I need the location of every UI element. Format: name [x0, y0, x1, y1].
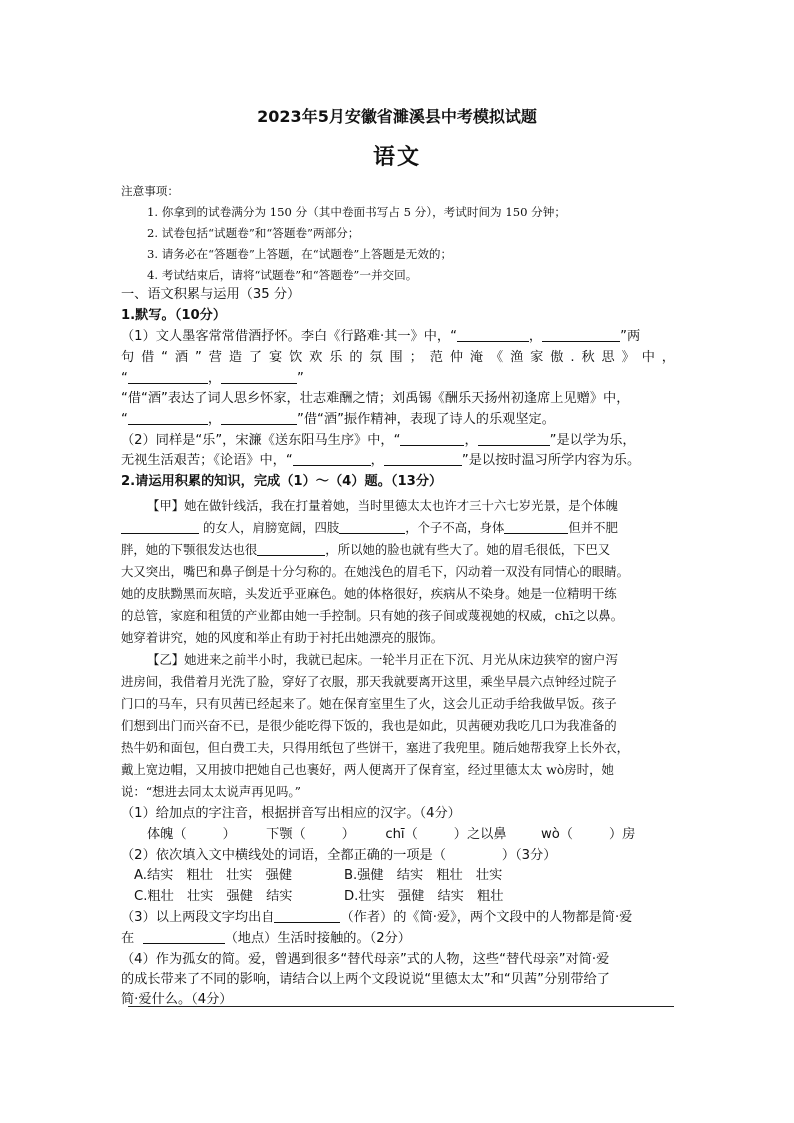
q1-p2-text-b: ”是以学为乐， — [549, 433, 636, 448]
passage-text: 但并不肥 — [568, 520, 618, 535]
q1-p1-text-a: （1）文人墨客常常借酒抒怀。李白《行路难·其一》中，“ — [121, 329, 457, 344]
passage-text: 的女人，肩膀宽阔，四肢 — [202, 520, 340, 535]
separator: ， — [464, 433, 478, 448]
q2-sub3-line1 — [121, 908, 632, 928]
answer-blank[interactable] — [542, 327, 620, 342]
answer-blank[interactable] — [221, 410, 297, 425]
passage-yi-line: 门口的马车，只有贝茜已经起来了。她在保育室里生了火，这会儿正动手给我做早饭。孩子 — [121, 696, 617, 711]
separator: ， — [528, 329, 543, 344]
q1-p1-text-b: ”两 — [620, 329, 641, 344]
passage-yi-line: 【乙】她进来之前半小时，我就已起床。一轮半月正在下沉、月光从床边狭窄的窗户泻 — [147, 652, 618, 667]
q1-p1-line1 — [121, 327, 640, 347]
question-text: （2）依次填入文中横线处的词语，全都正确的一项是（ — [121, 848, 446, 863]
question-text: ）（3分） — [501, 848, 557, 863]
item-label: 下颚（ — [266, 827, 306, 842]
section-heading: 一、语文积累与运用（35 分） — [121, 287, 301, 302]
passage-text: ，所以她的脸也就有些大了。她的眉毛很低，下巴又 — [325, 542, 611, 557]
answer-blank[interactable] — [400, 431, 464, 446]
q1-p1-line5 — [121, 410, 555, 430]
answer-blank[interactable] — [478, 431, 550, 446]
passage-jia-line — [121, 540, 610, 560]
passage-yi-line: 进房间，我借着月光洗了脸，穿好了衣服，那天我就要离开这里，乘坐早晨六点钟经过院子 — [121, 674, 617, 689]
answer-blank[interactable] — [128, 369, 208, 384]
subject-title: 语文 — [372, 145, 421, 170]
option-c[interactable]: C.粗壮 壮实 强健 结实 — [134, 889, 293, 904]
q2-title: 2.请运用积累的知识，完成（1）～（4）题。（13分） — [121, 474, 443, 489]
item-label: ） — [222, 827, 236, 842]
q1-p1-line3 — [121, 369, 304, 389]
answer-blank[interactable] — [457, 327, 529, 342]
separator: ， — [207, 412, 222, 427]
option-d[interactable]: D.壮实 强健 结实 粗壮 — [344, 889, 504, 904]
quote-open: “ — [121, 371, 128, 386]
q2-sub1-items — [147, 825, 635, 845]
quote-close: ” — [297, 371, 304, 386]
passage-jia-line — [121, 518, 618, 538]
item-label: 体魄（ — [147, 827, 187, 842]
answer-blank[interactable] — [143, 929, 225, 944]
q1-title: 1.默写。（10分） — [121, 308, 227, 323]
answer-line[interactable] — [128, 1006, 674, 1007]
notes-heading: 注意事项： — [121, 184, 179, 198]
answer-blank[interactable] — [257, 541, 325, 556]
q2-sub4-line: 简·爱什么。（4分） — [121, 992, 233, 1007]
item-label: ）之以鼻 — [453, 827, 507, 842]
answer-blank[interactable] — [293, 451, 371, 466]
q1-p2-text-a: 无视生活艰苦；《论语》中，“ — [121, 453, 293, 468]
passage-yi-line: 戴上宽边帽，又用披巾把她自己也裹好，两人便离开了保育室，经过里德太太 wò房时，她 — [121, 762, 614, 777]
q1-p1-line4: “借“酒”表达了词人思乡怀家，壮志难酬之情；刘禹锡《酬乐天扬州初逢席上见赠》中， — [121, 391, 630, 406]
note-item-1: 1. 你拿到的试卷满分为 150 分（其中卷面书写占 5 分），考试时间为 150 分钟； — [147, 205, 566, 219]
q1-p2-text-a: （2）同样是“乐”，宋濂《送东阳马生序》中，“ — [121, 433, 401, 448]
passage-yi-line: 说：“想进去同太太说声再见吗。” — [121, 784, 301, 799]
answer-blank[interactable] — [128, 410, 208, 425]
q2-sub2-options-row1 — [134, 866, 502, 886]
item-label: ）房 — [608, 827, 636, 842]
item-label: ） — [341, 827, 355, 842]
q1-p1-text-b: ”借“酒”振作精神，表现了诗人的乐观坚定。 — [297, 412, 555, 427]
question-text: （作者）的《简·爱》，两个文段中的人物都是简·爱 — [340, 910, 633, 925]
answer-blank[interactable] — [274, 908, 340, 923]
question-text: （3）以上两段文字均出自 — [121, 910, 275, 925]
option-a[interactable]: A.结实 粗壮 壮实 强健 — [134, 868, 293, 883]
answer-blank[interactable] — [504, 519, 568, 534]
passage-jia-line: 她穿着讲究，她的风度和举止有助于衬托出她漂亮的服饰。 — [121, 630, 444, 645]
q2-sub4-line: （4）作为孤女的简。爱，曾遇到很多“替代母亲”式的人物，这些“替代母亲”对简·爱 — [121, 952, 610, 967]
question-text: 在 — [121, 931, 135, 946]
separator: ， — [370, 453, 384, 468]
passage-jia-line: 的总管，家庭和租赁的产业都由她一手控制。只有她的孩子间或蔑视她的权威，chī之以鼻。 — [121, 608, 624, 623]
passage-yi-line: 们想到出门而兴奋不已，是很少能吃得下饭的，我也是如此，贝茜硬劝我吃几口为我准备的 — [121, 718, 617, 733]
note-item-2: 2. 试卷包括“试题卷”和“答题卷”两部分； — [147, 226, 360, 240]
item-label: wò（ — [540, 827, 573, 842]
option-b[interactable]: B.强健 结实 粗壮 壮实 — [344, 868, 503, 883]
q1-p2-line1 — [121, 431, 636, 451]
q2-sub1-text: （1）给加点的字注音，根据拼音写出相应的汉字。（4分） — [121, 806, 461, 821]
answer-blank[interactable] — [121, 519, 199, 534]
passage-jia-line: 她的皮肤黝黑而灰暗，头发近乎亚麻色。她的体格很好，疾病从不染身。她是一位精明干练 — [121, 586, 617, 601]
question-text: （地点）生活时接触的。（2分） — [224, 931, 411, 946]
note-item-4: 4. 考试结束后，请将“试题卷”和“答题卷”一并交回。 — [147, 268, 418, 282]
q2-sub2-options-row2 — [134, 887, 503, 907]
exam-title: 2023年5月安徽省濉溪县中考模拟试题 — [257, 107, 537, 126]
answer-blank[interactable] — [339, 519, 405, 534]
passage-yi-line: 热牛奶和面包，但白费工夫，只得用纸包了些饼干，塞进了我兜里。随后她帮我穿上长外衣， — [121, 740, 630, 755]
q2-sub2-text — [121, 846, 556, 866]
separator: ， — [207, 371, 222, 386]
q2-sub4-line: 的成长带来了不同的影响，请结合以上两个文段说说“里德太太”和“贝茜”分别带给了 — [121, 972, 610, 987]
q1-p2-line2 — [121, 451, 640, 471]
passage-text: ，个子不高，身体 — [405, 520, 505, 535]
q1-p1-line2: 句借“酒”营造了宴饮欢乐的氛围；范仲淹《渔家傲.秋思》中， — [121, 350, 675, 365]
passage-jia-line: 【甲】她在做针线活，我在打量着她，当时里德太太也许才三十六七岁光景，是个体魄 — [147, 498, 618, 513]
note-item-3: 3. 请务必在“答题卷”上答题，在“试题卷”上答题是无效的； — [147, 247, 453, 261]
item-label: chī（ — [385, 827, 418, 842]
passage-jia-line: 大又突出，嘴巴和鼻子倒是十分匀称的。在她浅色的眉毛下，闪动着一双没有同情心的眼睛。 — [121, 564, 630, 579]
passage-text: 胖，她的下颚很发达也很 — [121, 542, 258, 557]
q2-sub3-line2 — [121, 929, 411, 949]
quote-open: “ — [121, 412, 128, 427]
q1-p2-text-b: ”是以按时温习所学内容为乐。 — [461, 453, 641, 468]
answer-blank[interactable] — [384, 451, 462, 466]
answer-blank[interactable] — [221, 369, 297, 384]
